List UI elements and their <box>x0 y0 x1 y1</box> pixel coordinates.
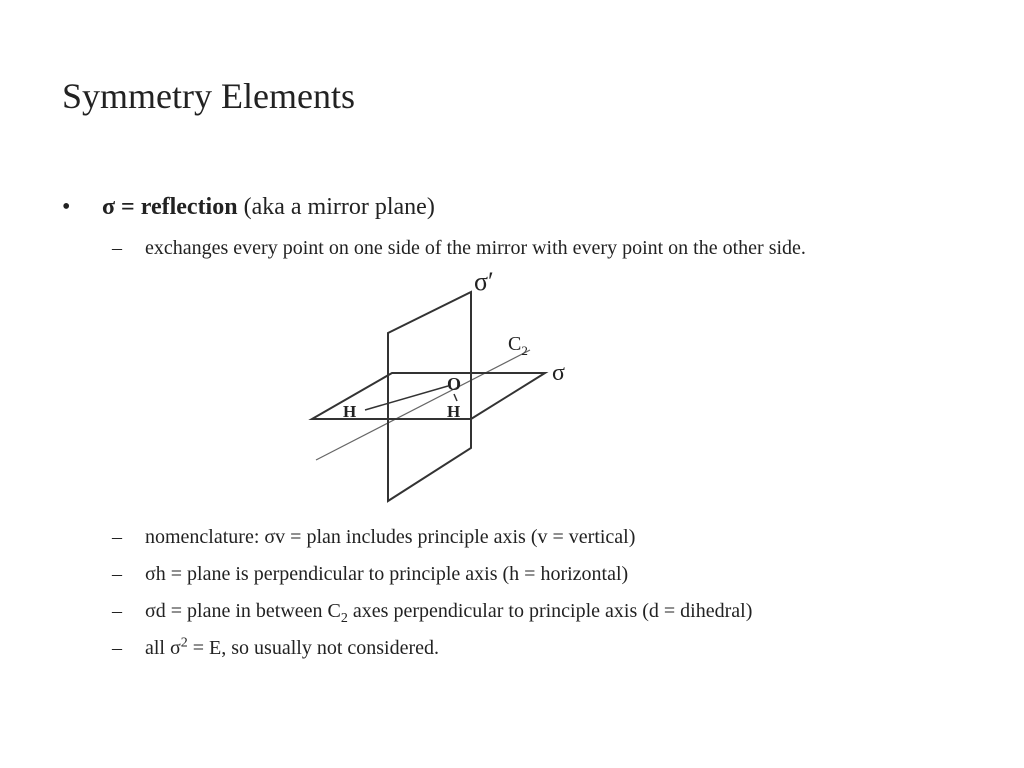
sigma-d-subscript: 2 <box>340 611 348 626</box>
sigma-d-suffix: axes perpendicular to principle axis (d = dihedral) <box>347 600 753 622</box>
vertical-mirror-plane <box>388 292 471 501</box>
sub-item-text: σh = plane is perpendicular to principle axis (h = horizontal) <box>145 563 629 585</box>
bullet-text <box>102 190 435 224</box>
label-sigma-prime: σ′ <box>474 267 494 296</box>
label-oxygen: O <box>447 374 462 394</box>
sub-item-text: nomenclature: σv = plan includes principle axis (v = vertical) <box>145 526 636 548</box>
sub-marker: – <box>112 637 122 659</box>
mirror-plane-figure <box>290 262 610 512</box>
label-c2-sub: 2 <box>521 343 528 358</box>
all-suffix: = E, so usually not considered. <box>187 637 440 659</box>
sigma-d-prefix: σd = plane in between C <box>145 600 341 622</box>
sub-marker: – <box>112 237 122 259</box>
sub-item-text <box>145 633 439 663</box>
label-c2 <box>508 333 528 358</box>
bullet-marker: • <box>62 194 71 220</box>
bond-right <box>454 394 457 401</box>
label-h-left: H <box>343 402 357 421</box>
mirror-plane-diagram <box>290 262 610 512</box>
sub-marker: – <box>112 563 122 585</box>
label-c2-main: C <box>508 333 522 355</box>
bullet-bold-text: σ = reflection <box>102 194 238 220</box>
label-h-right: H <box>447 402 461 421</box>
sub-item-text <box>145 596 752 626</box>
all-superscript: 2 <box>180 635 188 651</box>
bullet-rest-text: (aka a mirror plane) <box>237 194 435 220</box>
slide-title: Symmetry Elements <box>62 76 355 116</box>
sub-item-text: exchanges every point on one side of the mirror with every point on the other side. <box>145 237 806 259</box>
sub-marker: – <box>112 526 122 548</box>
all-prefix: all σ <box>145 637 181 659</box>
label-sigma: σ <box>552 360 565 386</box>
sub-marker: – <box>112 600 122 622</box>
